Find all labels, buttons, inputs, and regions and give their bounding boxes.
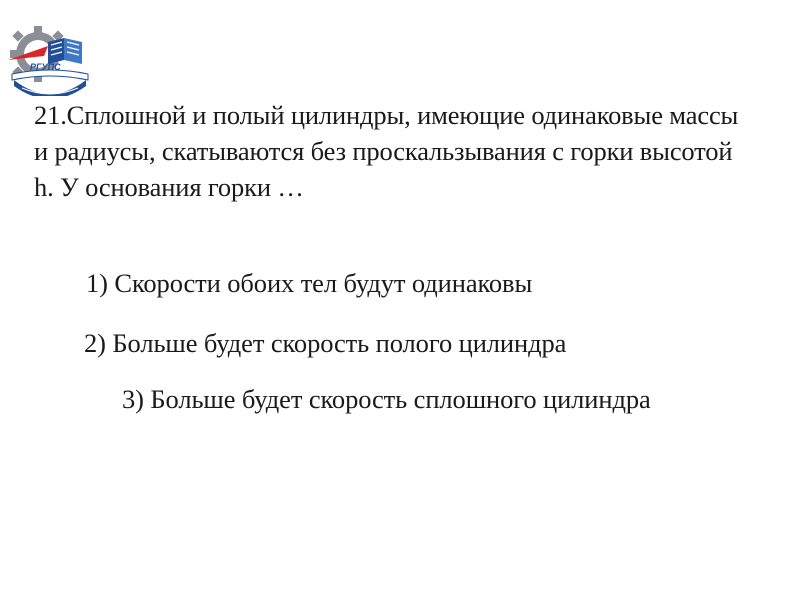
university-logo-icon: [4, 16, 96, 96]
answer-option-3: 3) Больше будет скорость сплошного цилиндра: [122, 384, 651, 414]
logo-graphic: [4, 16, 96, 96]
answer-option-1: 1) Скорости обоих тел будут одинаковы: [86, 268, 533, 298]
logo-text: РГУПС: [30, 62, 61, 72]
question-text: 21.Сплошной и полый цилиндры, имеющие одинаковые массы и радиусы, скатываются без проскальзывания с горки высотой h. У основания горки …: [34, 100, 739, 202]
answer-option-2: 2) Больше будет скорость полого цилиндра: [84, 328, 567, 358]
